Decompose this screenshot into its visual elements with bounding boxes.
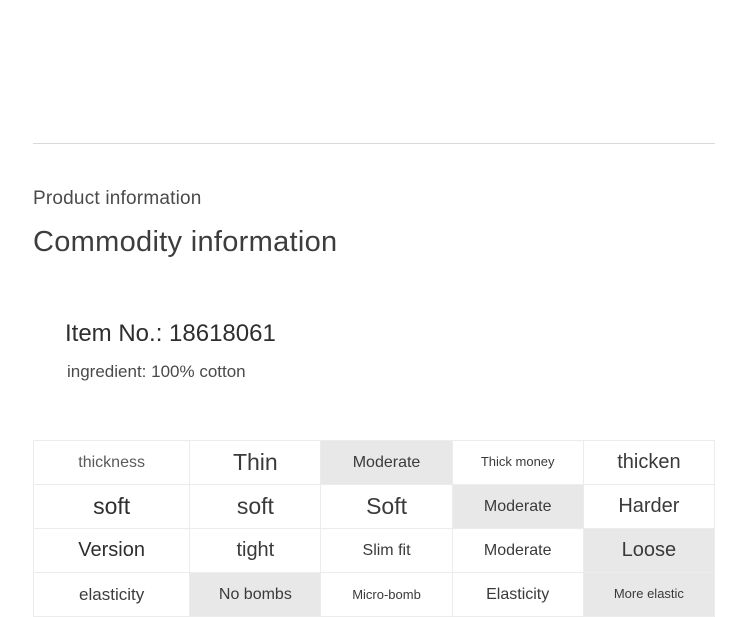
spec-row-label-cell: [34, 573, 190, 617]
spec-cell: [452, 485, 583, 529]
spec-cell: [190, 573, 321, 617]
spec-cell: [321, 529, 452, 573]
spec-table-body: [34, 441, 715, 617]
spec-cell: [452, 573, 583, 617]
table-row: [34, 441, 715, 485]
spec-cell: [190, 529, 321, 573]
spec-cell: [190, 485, 321, 529]
spec-cell: [583, 529, 714, 573]
spec-cell-text: Soft: [366, 493, 407, 519]
spec-cell-text: Moderate: [483, 541, 552, 559]
spec-cell-text: Loose: [621, 539, 677, 561]
spec-cell-text: Thin: [232, 449, 278, 475]
spec-cell-text: Elasticity: [486, 585, 550, 603]
spec-row-label: soft: [93, 493, 131, 519]
spec-cell: [452, 529, 583, 573]
spec-cell: [583, 573, 714, 617]
spec-row-label-cell: [34, 529, 190, 573]
spec-cell-text: No bombs: [218, 585, 292, 603]
spec-cell: [321, 441, 452, 485]
table-row: [34, 485, 715, 529]
page-title: Commodity information: [33, 226, 338, 258]
table-row: [34, 573, 715, 617]
spec-cell: [583, 441, 714, 485]
spec-cell: [452, 441, 583, 485]
spec-row-label-cell: [34, 441, 190, 485]
spec-cell-text: Moderate: [483, 497, 552, 515]
horizontal-divider: [33, 143, 715, 144]
spec-cell-text: Slim fit: [362, 541, 411, 559]
spec-cell: [583, 485, 714, 529]
spec-cell-text: Moderate: [352, 453, 421, 471]
spec-cell-text: Micro-bomb: [352, 587, 421, 602]
spec-cell-text: More elastic: [613, 586, 684, 602]
spec-cell-text: Harder: [618, 495, 680, 517]
spec-cell: [321, 485, 452, 529]
ingredient-text: ingredient: 100% cotton: [67, 362, 246, 381]
specification-table: [33, 440, 715, 617]
table-row: [34, 529, 715, 573]
spec-row-label: elasticity: [79, 584, 145, 604]
spec-cell-text: Thick money: [480, 454, 555, 470]
section-label: Product information: [33, 188, 202, 209]
spec-row-label: thickness: [78, 453, 145, 471]
spec-row-label: Version: [78, 539, 145, 561]
spec-cell-text: soft: [236, 493, 274, 519]
spec-cell-text: thicken: [617, 451, 681, 473]
item-number: Item No.: 18618061: [65, 320, 276, 347]
spec-cell: [321, 573, 452, 617]
spec-row-label-cell: [34, 485, 190, 529]
spec-cell-text: tight: [236, 539, 275, 561]
spec-cell: [190, 441, 321, 485]
